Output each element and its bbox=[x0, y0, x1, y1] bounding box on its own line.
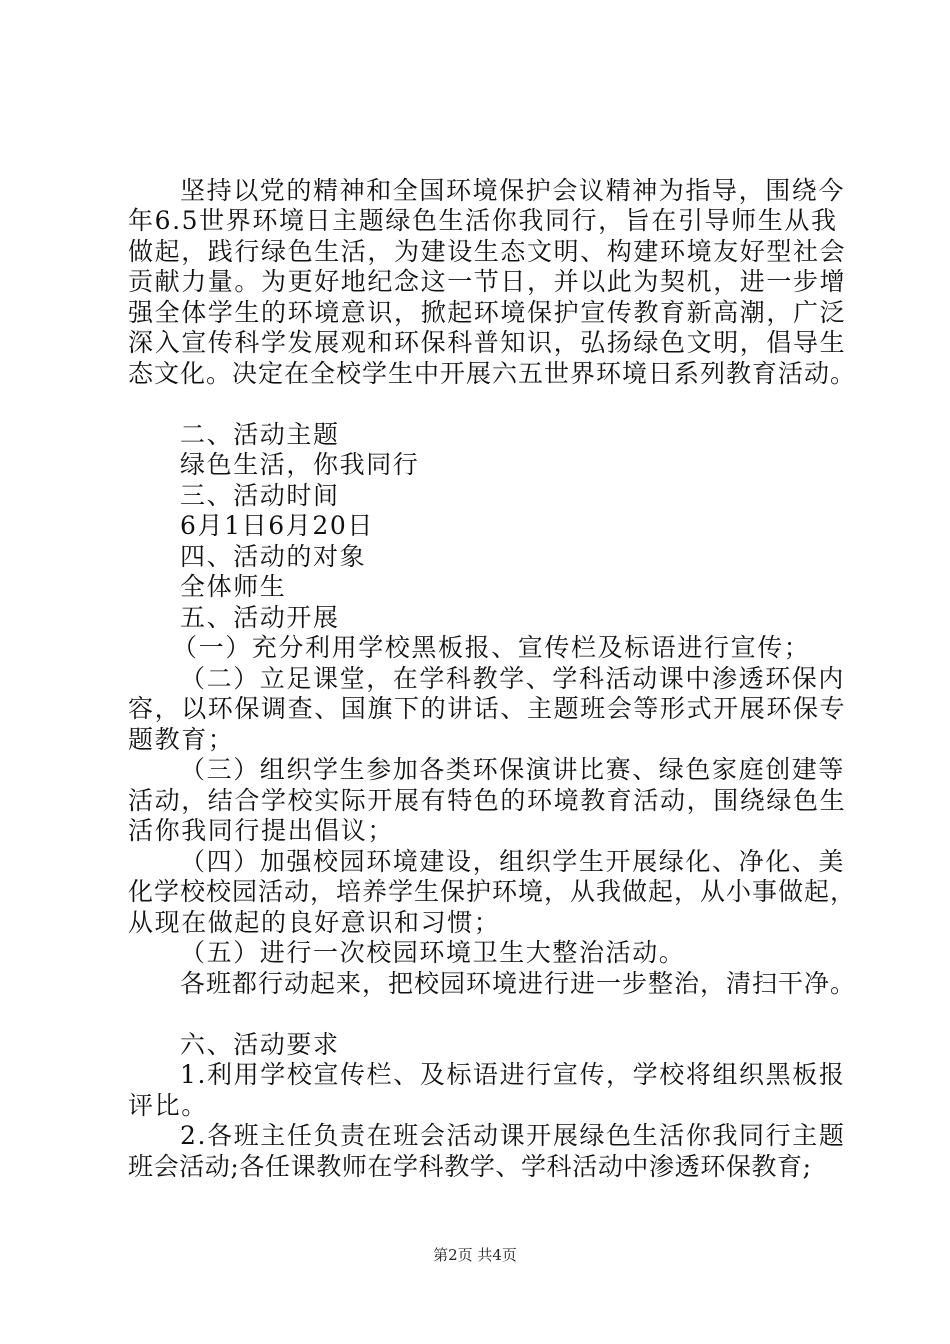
page-number-footer: 第2页 共4页 bbox=[433, 1246, 517, 1264]
text-line: 2.各班主任负责在班会活动课开展绿色生活你我同行主题 bbox=[180, 1121, 846, 1150]
text-line: 评比。 bbox=[128, 1091, 208, 1120]
text-line: （五）进行一次校园环境卫生大整治活动。 bbox=[180, 938, 686, 967]
text-line: 6月1日6月20日 bbox=[180, 511, 374, 540]
text-line: 题教育； bbox=[128, 725, 235, 754]
section-heading: 四、活动的对象 bbox=[180, 542, 367, 571]
section-heading: 二、活动主题 bbox=[180, 420, 340, 449]
text-line: 容，以环保调查、国旗下的讲话、主题班会等形式开展环保专 bbox=[128, 694, 847, 723]
text-line: 班会活动;各任课教师在学科教学、学科活动中渗透环保教育; bbox=[128, 1152, 812, 1181]
text-line: 活动，结合学校实际开展有特色的环境教育活动，围绕绿色生 bbox=[128, 786, 847, 815]
section-heading: 五、活动开展 bbox=[180, 603, 340, 632]
text-line: 从现在做起的良好意识和习惯； bbox=[128, 908, 501, 937]
text-line: 深入宣传科学发展观和环保科普知识，弘扬绿色文明，倡导生 bbox=[128, 328, 847, 357]
text-line: 做起，践行绿色生活，为建设生态文明、构建环境友好型社会 bbox=[128, 237, 847, 266]
section-heading: 三、活动时间 bbox=[180, 481, 340, 510]
text-line: （四）加强校园环境建设，组织学生开展绿化、净化、美 bbox=[180, 847, 846, 876]
text-line: 各班都行动起来，把校园环境进行进一步整治，清扫干净。 bbox=[180, 969, 857, 998]
text-line: 化学校校园活动，培养学生保护环境，从我做起，从小事做起， bbox=[128, 877, 857, 906]
text-line: 绿色生活，你我同行 bbox=[180, 450, 420, 479]
text-line: 活你我同行提出倡议； bbox=[128, 816, 395, 845]
text-line: 态文化。决定在全校学生中开展六五世界环境日系列教育活动。 bbox=[128, 359, 857, 388]
text-line: （二）立足课堂，在学科教学、学科活动课中渗透环保内 bbox=[180, 664, 846, 693]
text-line: （三）组织学生参加各类环保演讲比赛、绿色家庭创建等 bbox=[180, 755, 846, 784]
text-line: 全体师生 bbox=[180, 572, 287, 601]
text-line: 贡献力量。为更好地纪念这一节日，并以此为契机，进一步增 bbox=[128, 267, 847, 296]
text-line: 年6.5世界环境日主题绿色生活你我同行，旨在引导师生从我 bbox=[128, 206, 838, 235]
text-line: （一）充分利用学校黑板报、宣传栏及标语进行宣传； bbox=[172, 633, 811, 662]
text-line: 坚持以党的精神和全国环境保护会议精神为指导，围绕今 bbox=[180, 176, 846, 205]
section-heading: 六、活动要求 bbox=[180, 1030, 340, 1059]
text-line: 强全体学生的环境意识，掀起环境保护宣传教育新高潮，广泛 bbox=[128, 298, 847, 327]
text-line: 1.利用学校宣传栏、及标语进行宣传，学校将组织黑板报 bbox=[180, 1060, 846, 1089]
